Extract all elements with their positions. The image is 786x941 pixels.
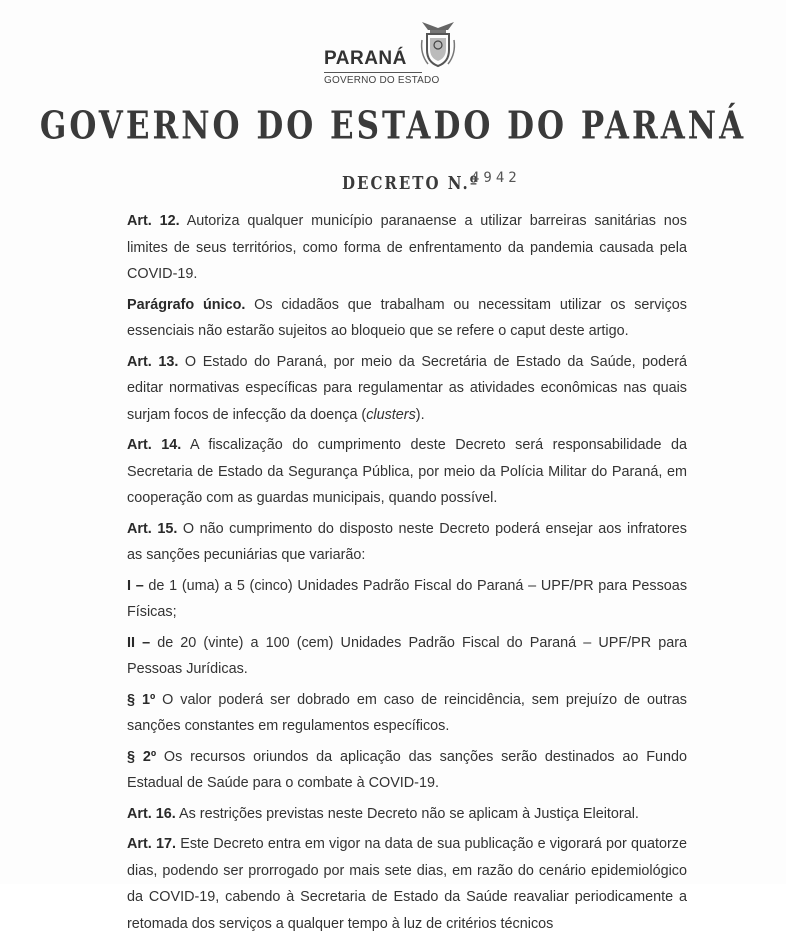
- decree-label: DECRETO N.º: [342, 172, 480, 194]
- article-lead: Art. 13.: [127, 353, 179, 370]
- article-text: O não cumprimento do disposto neste Decreto poderá ensejar aos infratores as sanções pecuniárias que variarão:: [127, 520, 687, 563]
- article-lead: Art. 15.: [127, 520, 178, 537]
- logo-subtitle: GOVERNO DO ESTADO: [324, 75, 440, 86]
- paragraph-2: [127, 744, 687, 797]
- parana-logo: [318, 14, 468, 84]
- article-15: [127, 516, 687, 569]
- item-i: [127, 573, 687, 626]
- article-text-after: ).: [415, 406, 425, 423]
- article-text: Autoriza qualquer município paranaense a utilizar barreiras sanitárias nos limites de seus territórios, como forma de enfrentamento da pandemia causada pela COVID-19.: [127, 213, 687, 282]
- article-lead: Art. 16.: [127, 805, 176, 822]
- article-text: Os cidadãos que trabalham ou necessitam utilizar os serviços essenciais não estarão sujeitos ao bloqueio que se refere o caput deste artigo.: [127, 296, 687, 339]
- article-lead: Art. 12.: [127, 213, 180, 229]
- article-text: de 1 (uma) a 5 (cinco) Unidades Padrão Fiscal do Paraná – UPF/PR para Pessoas Físicas;: [127, 577, 688, 620]
- article-italic: clusters: [366, 406, 416, 423]
- article-lead: § 2º: [127, 748, 157, 765]
- article-text: Este Decreto entra em vigor na data de sua publicação e vigorará por quatorze dias, podendo ser prorrogado por mais sete dias, em razão do cenário epidemiológico da COVID-19, cabendo à Secretaria de Estado da Saúde reavaliar periodicamente a retomada dos serviços a qualquer tempo à luz de critérios técnicos: [127, 836, 687, 932]
- logo-name: PARANÁ: [324, 48, 407, 69]
- article-lead: II –: [127, 634, 151, 651]
- coat-of-arms-icon: [418, 18, 458, 70]
- article-lead: I –: [127, 577, 144, 594]
- article-text: O Estado do Paraná, por meio da Secretária de Estado da Saúde, poderá editar normativas específicas para regulamentar as atividades econômicas nas quais surjam focos de infecção da doença (: [127, 353, 687, 423]
- paragraph-1: [127, 687, 687, 740]
- article-text: Os recursos oriundos da aplicação das sanções serão destinados ao Fundo Estadual de Saúde para o combate à COVID-19.: [127, 748, 687, 791]
- article-13: [127, 349, 687, 429]
- article-lead: § 1º: [127, 691, 156, 708]
- article-lead: Parágrafo único.: [127, 296, 246, 313]
- article-lead: Art. 17.: [127, 836, 177, 852]
- logo-divider: [324, 72, 422, 73]
- page-title: GOVERNO DO ESTADO DO PARANÁ: [39, 103, 747, 149]
- decree-number: 4942: [471, 170, 521, 186]
- article-text: A fiscalização do cumprimento deste Decreto será responsabilidade da Secretaria de Estado da Segurança Pública, por meio da Polícia Militar do Paraná, em cooperação com as guardas municipais, quando possível.: [127, 437, 687, 506]
- article-text: As restrições previstas neste Decreto não se aplicam à Justiça Eleitoral.: [175, 805, 639, 822]
- paragraph-unico: [127, 292, 687, 345]
- article-text: de 20 (vinte) a 100 (cem) Unidades Padrão Fiscal do Paraná – UPF/PR para Pessoas Jurídicas.: [127, 634, 688, 677]
- article-text: O valor poderá ser dobrado em caso de reincidência, sem prejuízo de outras sanções constantes em regulamentos específicos.: [127, 691, 687, 734]
- decree-body: [127, 208, 687, 941]
- item-ii: [127, 630, 687, 683]
- article-17: [127, 831, 687, 937]
- article-14: [127, 432, 687, 512]
- article-16: [127, 801, 687, 828]
- article-12: [127, 208, 687, 288]
- article-lead: Art. 14.: [127, 437, 182, 453]
